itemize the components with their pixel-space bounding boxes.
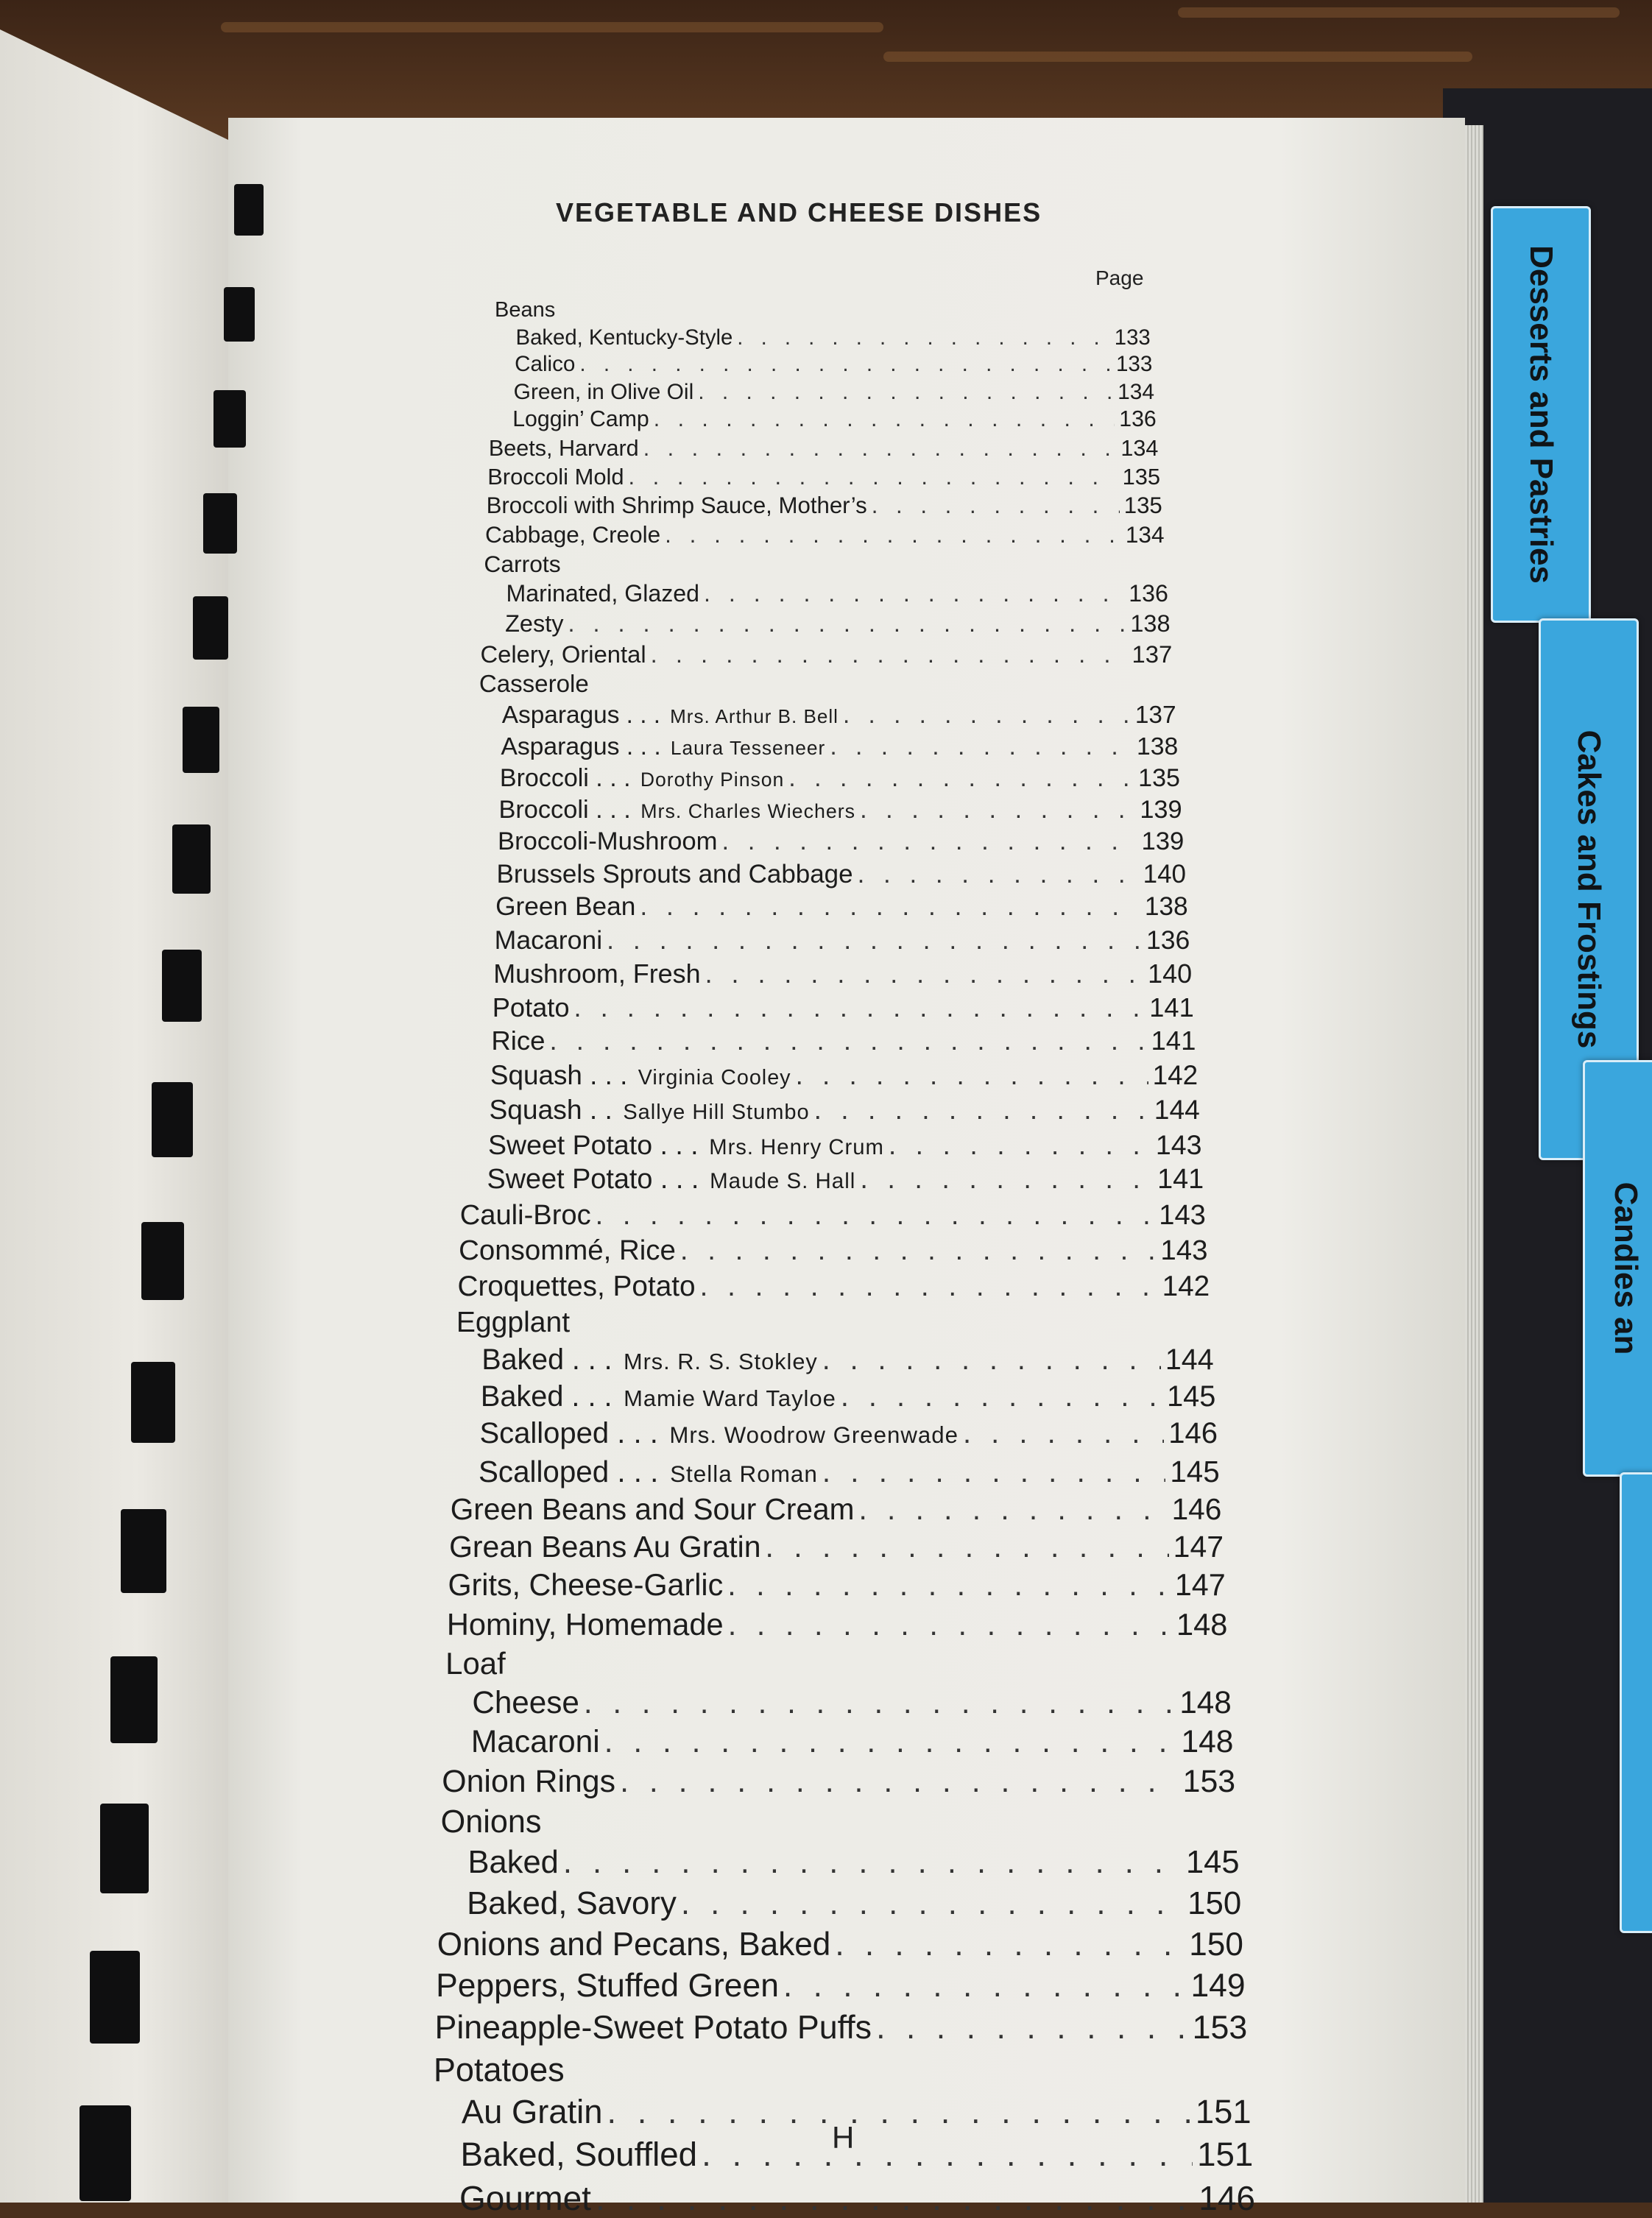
entry-page-number: 134 <box>1125 521 1165 548</box>
leader-dots <box>963 1417 1164 1450</box>
leader-dots <box>702 2136 1193 2174</box>
entry-name: Macaroni <box>470 1724 600 1760</box>
entry-page-number: 143 <box>1160 1235 1208 1267</box>
entry-page-number: 140 <box>1148 958 1193 989</box>
entry-contributor: Mrs. Woodrow Greenwade <box>669 1421 959 1448</box>
entry-name: Squash . . . <box>490 1059 628 1090</box>
binding-coil <box>203 493 237 554</box>
index-entry <box>442 1764 1235 1800</box>
index-entry <box>515 352 1152 377</box>
index-entry <box>481 1343 1213 1377</box>
index-entry <box>498 796 1182 824</box>
entry-page-number: 138 <box>1144 892 1188 922</box>
leader-dots <box>737 325 1109 350</box>
entry-name: Zesty <box>505 610 564 637</box>
entry-name: Peppers, Stuffed Green <box>436 1967 779 2004</box>
entry-name: Pineapple-Sweet Potato Puffs <box>434 2009 872 2046</box>
index-entry <box>436 1968 1245 2005</box>
index-entry <box>485 521 1165 548</box>
entry-page-number: 148 <box>1176 1606 1228 1642</box>
index-entry <box>479 1417 1218 1450</box>
entry-page-number: 150 <box>1187 1885 1242 1921</box>
entry-name: Croquettes, Potato <box>457 1270 696 1302</box>
entry-contributor: Mrs. Henry Crum <box>709 1135 884 1159</box>
leader-dots <box>596 1199 1155 1232</box>
wood-grain <box>883 52 1472 62</box>
entry-page-number: 141 <box>1149 992 1194 1023</box>
entry-name: Green Beans and Sour Cream <box>450 1491 855 1526</box>
entry-page-number: 145 <box>1167 1380 1216 1413</box>
binding-coil <box>162 950 202 1022</box>
binding-coil <box>80 2105 131 2201</box>
entry-page-number: 150 <box>1189 1926 1243 1963</box>
leader-dots <box>788 764 1134 793</box>
leader-dots <box>783 1968 1187 2005</box>
index-entry <box>487 492 1162 519</box>
entry-page-number: 149 <box>1190 1967 1246 2004</box>
binding-coil <box>131 1362 175 1443</box>
leader-dots <box>858 1492 1167 1527</box>
entry-name: Baked <box>467 1844 559 1880</box>
entry-name: Baked, Kentucky-Style <box>515 325 733 350</box>
index-entry <box>451 1492 1222 1527</box>
entry-page-number: 148 <box>1179 1684 1232 1720</box>
index-heading: Carrots <box>484 551 561 578</box>
entry-contributor: Stella Roman <box>670 1461 818 1487</box>
tab-label: Candies an <box>1608 1182 1644 1355</box>
entry-page-number: 151 <box>1197 2135 1254 2173</box>
leader-dots <box>860 1164 1153 1195</box>
index-entry <box>489 436 1159 462</box>
entry-name: Cheese <box>472 1684 579 1720</box>
index-entry <box>468 1845 1240 1881</box>
index-entry <box>487 464 1160 490</box>
index-entry <box>447 1607 1228 1642</box>
entry-name: Consommé, Rice <box>459 1235 676 1267</box>
entry-contributor: Mrs. Arthur B. Bell <box>670 705 839 728</box>
entry-page-number: 135 <box>1138 763 1180 792</box>
entry-name: Onion Rings <box>442 1764 616 1800</box>
index-entry <box>491 1025 1196 1056</box>
wood-grain <box>1178 7 1620 18</box>
index-entry <box>498 827 1184 856</box>
index-entry <box>481 1380 1215 1413</box>
leader-dots <box>651 640 1128 668</box>
entry-name: Baked, Souffled <box>460 2135 698 2173</box>
index-entry <box>497 860 1186 889</box>
entry-name: Cauli-Broc <box>459 1198 591 1231</box>
index-entry <box>460 1199 1206 1232</box>
entry-page-number: 139 <box>1140 795 1182 824</box>
binding-coil <box>141 1222 184 1300</box>
index-heading: Beans <box>495 298 556 322</box>
tab-candies[interactable] <box>1583 1060 1652 1477</box>
leader-dots <box>681 1885 1183 1922</box>
entry-page-number: 146 <box>1199 2179 1255 2217</box>
entry-page-number: 141 <box>1151 1025 1196 1056</box>
binding-coil <box>234 184 264 236</box>
index-entry <box>459 2178 1255 2218</box>
index-entry <box>449 1530 1224 1564</box>
index-entry <box>512 407 1157 432</box>
entry-page-number: 135 <box>1122 464 1161 490</box>
entry-name: Grits, Cheese-Garlic <box>448 1568 724 1603</box>
entry-name: Broccoli-Mushroom <box>498 827 718 856</box>
entry-name: Baked, Savory <box>467 1885 677 1921</box>
entry-contributor: Mrs. R. S. Stokley <box>623 1348 818 1374</box>
entry-page-number: 144 <box>1165 1343 1214 1376</box>
section-letter: H <box>832 2120 855 2155</box>
leader-dots <box>584 1685 1175 1720</box>
tab-label: Cakes and Frostings <box>1571 730 1607 1049</box>
entry-name: Broccoli with Shrimp Sauce, Mother’s <box>486 492 867 519</box>
leader-dots <box>860 796 1135 824</box>
entry-page-number: 146 <box>1168 1416 1218 1449</box>
entry-contributor: Sallye Hill Stumbo <box>623 1101 810 1125</box>
entry-page-number: 147 <box>1173 1530 1224 1564</box>
index-entry <box>467 1885 1241 1922</box>
entry-name: Squash . . <box>489 1094 613 1126</box>
index-entry <box>460 2136 1253 2174</box>
entry-name: Rice <box>491 1025 546 1056</box>
entry-name: Loggin’ Camp <box>512 407 649 432</box>
entry-page-number: 145 <box>1185 1844 1240 1880</box>
entry-name: Potato <box>492 992 570 1023</box>
leader-dots <box>705 958 1144 989</box>
index-entry <box>493 992 1194 1023</box>
leader-dots <box>835 1926 1185 1963</box>
leader-dots <box>722 827 1137 856</box>
index-entry <box>479 1455 1220 1489</box>
leader-dots <box>579 352 1112 377</box>
index-heading: Potatoes <box>433 2050 565 2088</box>
index-entry <box>489 1094 1199 1126</box>
leader-dots <box>563 1845 1182 1881</box>
entry-page-number: 144 <box>1154 1094 1200 1126</box>
index-entry <box>435 2009 1248 2046</box>
leader-dots <box>841 1380 1162 1413</box>
index-entry <box>480 640 1172 668</box>
entry-name: Macaroni <box>494 925 603 956</box>
entry-page-number: 140 <box>1143 860 1186 889</box>
entry-name: Asparagus . . . <box>501 702 661 730</box>
binding-coil <box>193 596 228 660</box>
entry-contributor: Mrs. Charles Wiechers <box>640 799 856 822</box>
entry-page-number: 151 <box>1195 2093 1252 2131</box>
entry-page-number: 138 <box>1137 732 1179 761</box>
entry-page-number: 146 <box>1171 1491 1222 1526</box>
entry-name: Baked . . . <box>480 1380 613 1413</box>
tab-next-section[interactable] <box>1620 1472 1652 1933</box>
entry-name: Cabbage, Creole <box>484 521 661 548</box>
binding-coil <box>172 824 211 894</box>
leader-dots <box>766 1530 1169 1564</box>
index-entry <box>471 1724 1234 1760</box>
entry-page-number: 139 <box>1141 827 1185 856</box>
binding-coil <box>100 1804 149 1893</box>
entry-page-number: 153 <box>1192 2009 1248 2046</box>
entry-name: Calico <box>515 352 576 377</box>
entry-name: Grean Beans Au Gratin <box>449 1530 761 1564</box>
index-entry <box>462 2093 1252 2131</box>
entry-name: Brussels Sprouts and Cabbage <box>496 860 853 889</box>
entry-name: Broccoli . . . <box>498 795 631 824</box>
entry-name: Scalloped . . . <box>479 1454 659 1488</box>
entry-page-number: 143 <box>1159 1198 1206 1231</box>
entry-name: Broccoli Mold <box>487 464 624 490</box>
entry-name: Scalloped . . . <box>479 1416 658 1449</box>
index-entry <box>493 958 1192 989</box>
entry-page-number: 143 <box>1155 1129 1202 1160</box>
index-entry <box>459 1235 1207 1267</box>
leader-dots <box>607 925 1142 956</box>
leader-dots <box>830 732 1132 761</box>
leader-dots <box>876 2009 1188 2046</box>
entry-name: Beets, Harvard <box>488 435 639 461</box>
index-entry <box>437 1926 1243 1963</box>
leader-dots <box>728 1607 1172 1642</box>
index-entry <box>505 610 1170 638</box>
index-heading: Eggplant <box>456 1307 571 1339</box>
leader-dots <box>680 1235 1157 1267</box>
binding-coil <box>90 1951 140 2044</box>
index-entry <box>457 1271 1210 1303</box>
leader-dots <box>629 464 1118 490</box>
leader-dots <box>574 992 1146 1023</box>
leader-dots <box>568 610 1126 638</box>
entry-contributor: Dorothy Pinson <box>640 768 785 791</box>
binding-coil <box>110 1656 158 1743</box>
binding-coil <box>224 287 255 342</box>
entry-page-number: 147 <box>1174 1568 1226 1603</box>
index-entry <box>516 325 1151 350</box>
leader-dots <box>607 2093 1190 2131</box>
index-entry <box>500 764 1180 793</box>
entry-page-number: 133 <box>1115 352 1153 377</box>
index-entry <box>472 1685 1231 1720</box>
leader-dots <box>620 1764 1179 1800</box>
entry-name: Baked . . . <box>481 1343 613 1376</box>
index-heading: Casserole <box>479 671 589 699</box>
entry-name: Sweet Potato . . . <box>487 1164 699 1195</box>
leader-dots <box>698 380 1113 405</box>
index-heading: Loaf <box>445 1645 506 1681</box>
page-title: VEGETABLE AND CHEESE DISHES <box>556 197 1042 227</box>
entry-page-number: 136 <box>1146 925 1190 956</box>
index-entry <box>495 925 1190 956</box>
entry-name: Mushroom, Fresh <box>493 958 701 989</box>
entry-page-number: 138 <box>1130 610 1171 637</box>
leader-dots <box>814 1094 1150 1126</box>
tab-label: Desserts and Pastries <box>1523 245 1559 584</box>
entry-page-number: 153 <box>1182 1764 1236 1800</box>
index-entry <box>487 1164 1204 1195</box>
wood-grain <box>221 22 883 32</box>
leader-dots <box>822 1455 1165 1489</box>
leader-dots <box>889 1129 1151 1161</box>
index-entry <box>501 732 1178 761</box>
index-entry <box>495 892 1188 922</box>
binding-coil <box>183 707 219 773</box>
leader-dots <box>643 436 1117 462</box>
leader-dots <box>700 1271 1158 1303</box>
entry-contributor: Maude S. Hall <box>710 1169 856 1193</box>
entry-name: Marinated, Glazed <box>506 580 700 607</box>
entry-page-number: 145 <box>1170 1454 1220 1488</box>
entry-page-number: 133 <box>1114 325 1151 350</box>
leader-dots <box>604 1724 1177 1760</box>
binding-coil <box>121 1509 166 1593</box>
leader-dots <box>858 860 1139 889</box>
entry-page-number: 142 <box>1162 1270 1210 1302</box>
entry-page-number: 134 <box>1118 379 1155 404</box>
entry-page-number: 148 <box>1181 1724 1234 1760</box>
entry-page-number: 134 <box>1120 435 1159 461</box>
page-column-header: Page <box>1095 266 1144 289</box>
leader-dots <box>704 580 1124 607</box>
entry-page-number: 142 <box>1152 1059 1199 1090</box>
entry-name: Gourmet <box>459 2179 591 2217</box>
entry-name: Green, in Olive Oil <box>513 379 694 404</box>
entry-page-number: 137 <box>1132 640 1173 668</box>
entry-name: Broccoli . . . <box>499 763 631 792</box>
index-heading: Onions <box>440 1804 542 1840</box>
entry-page-number: 137 <box>1134 702 1176 730</box>
binding-coil <box>152 1082 193 1157</box>
leader-dots <box>796 1060 1148 1091</box>
leader-dots <box>596 2178 1194 2218</box>
leader-dots <box>872 492 1120 519</box>
leader-dots <box>640 892 1140 922</box>
entry-page-number: 135 <box>1123 492 1162 519</box>
index-entry <box>490 1060 1198 1091</box>
leader-dots <box>843 702 1131 730</box>
tab-desserts-and-pastries[interactable] <box>1491 206 1591 623</box>
entry-name: Celery, Oriental <box>480 640 646 668</box>
entry-contributor: Laura Tesseneer <box>670 737 826 760</box>
entry-contributor: Virginia Cooley <box>638 1065 791 1089</box>
index-entry <box>502 702 1176 730</box>
entry-name: Sweet Potato . . . <box>488 1129 699 1160</box>
entry-page-number: 141 <box>1157 1164 1204 1195</box>
entry-page-number: 136 <box>1119 407 1157 432</box>
binding-coil <box>213 390 246 448</box>
index-entry <box>514 380 1154 405</box>
entry-name: Au Gratin <box>461 2093 603 2131</box>
entry-name: Onions and Pecans, Baked <box>437 1926 831 1963</box>
entry-name: Asparagus . . . <box>501 732 661 761</box>
leader-dots <box>727 1568 1171 1603</box>
entry-contributor: Mamie Ward Tayloe <box>624 1385 836 1411</box>
entry-name: Hominy, Homemade <box>446 1606 724 1642</box>
index-entry <box>488 1129 1202 1161</box>
entry-name: Green Bean <box>495 892 636 922</box>
leader-dots <box>665 521 1121 548</box>
leader-dots <box>549 1025 1146 1056</box>
entry-page-number: 136 <box>1129 580 1168 607</box>
index-entry <box>448 1568 1225 1603</box>
index-entry <box>506 580 1168 607</box>
leader-dots <box>654 407 1115 432</box>
leader-dots <box>822 1343 1161 1377</box>
